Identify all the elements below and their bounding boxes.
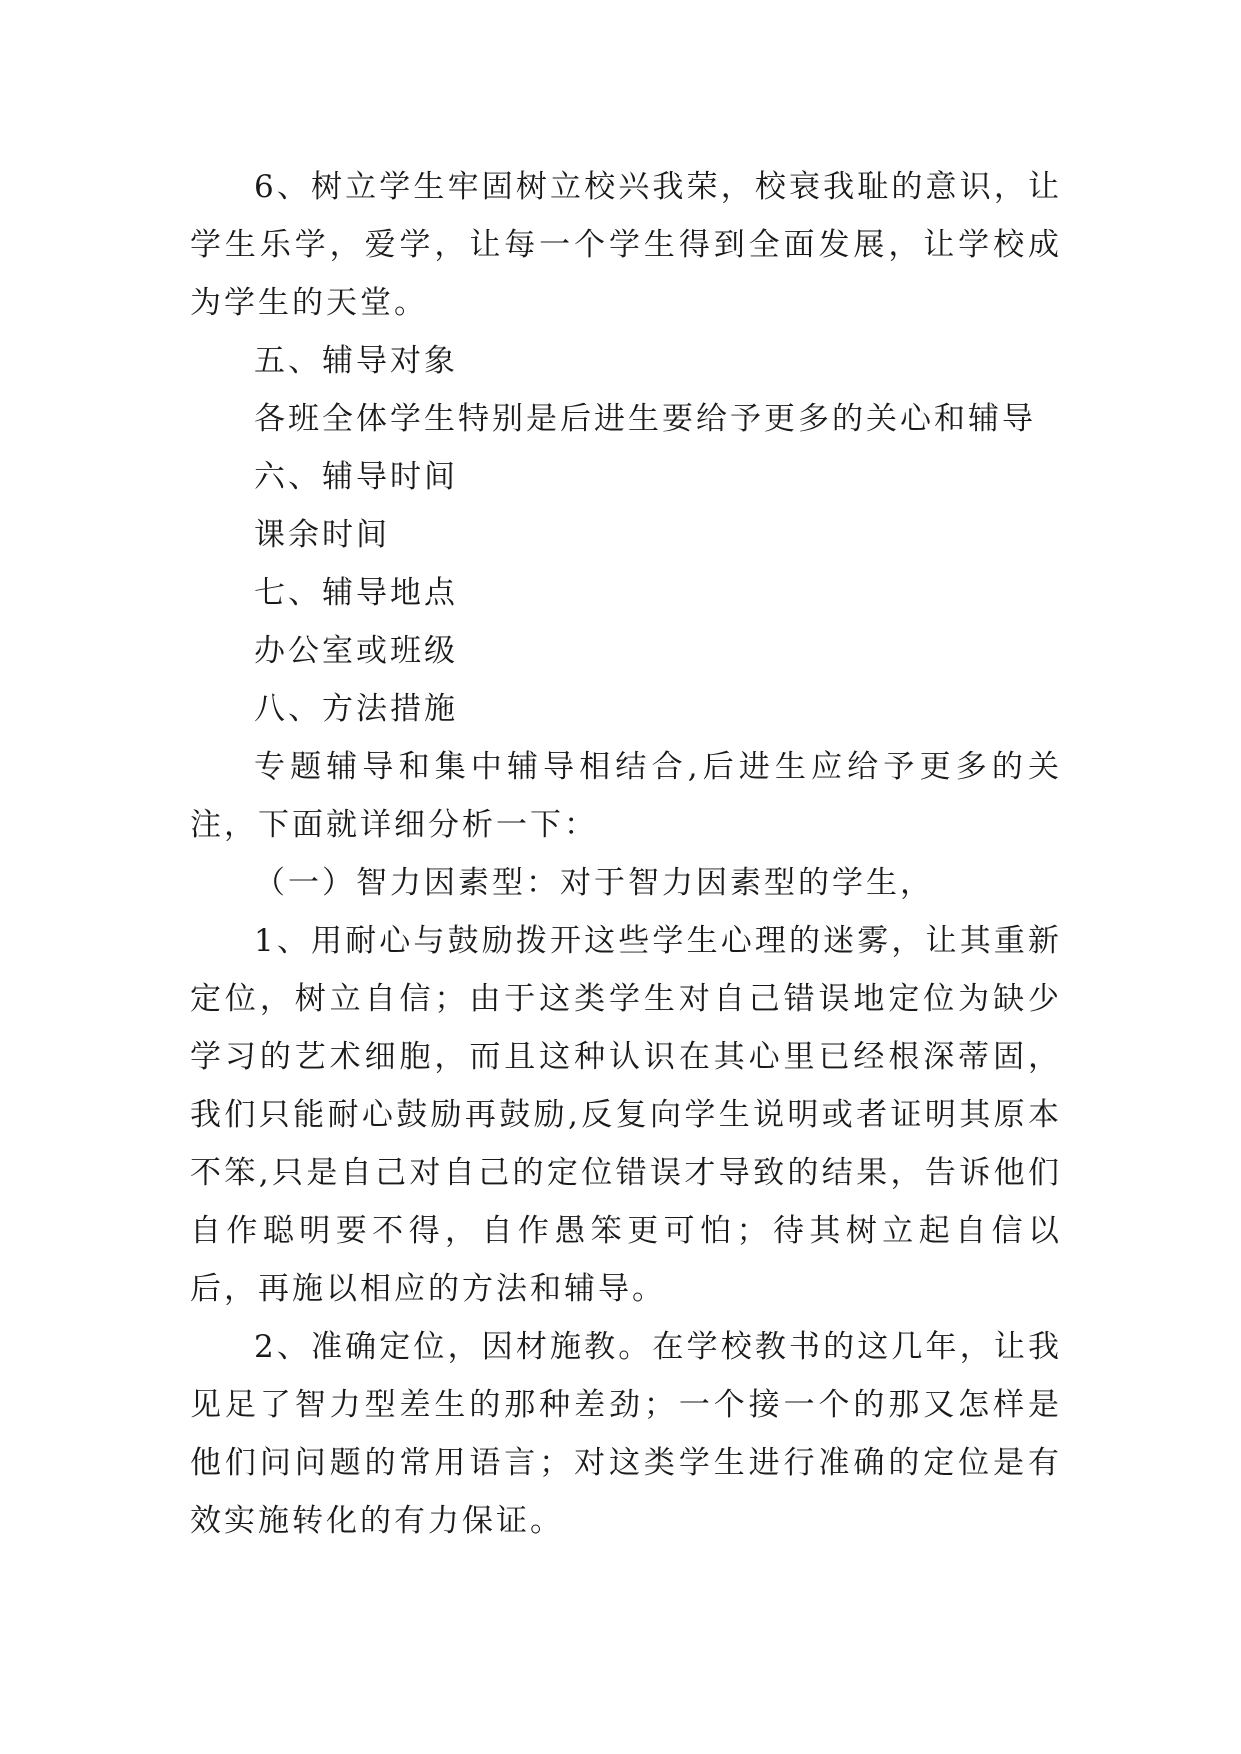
section-heading-methods: 八、方法措施 <box>254 691 458 727</box>
paragraph-counseling-location: 办公室或班级 <box>254 633 458 669</box>
section-heading-counseling-location: 七、辅导地点 <box>254 575 458 611</box>
section-heading-counseling-time: 六、辅导时间 <box>254 459 458 495</box>
paragraph-item-6: 6、树立学生牢固树立校兴我荣，校衰我耻的意识，让学生乐学，爱学，让每一个学生得到全面发展，让学校成为学生的天堂。 <box>190 169 1062 321</box>
subheading-intelligence-type: （一）智力因素型：对于智力因素型的学生， <box>254 865 934 901</box>
paragraph-counseling-targets: 各班全体学生特别是后进生要给予更多的关心和辅导 <box>254 401 1036 437</box>
section-heading-counseling-targets: 五、辅导对象 <box>254 343 458 379</box>
paragraph-method-2: 2、准确定位，因材施教。在学校教书的这几年，让我见足了智力型差生的那种差劲；一个接一个的那又怎样是他们问问题的常用语言；对这类学生进行准确的定位是有效实施转化的有力保证。 <box>190 1329 1062 1539</box>
paragraph-method-1: 1、用耐心与鼓励拨开这些学生心理的迷雾，让其重新定位，树立自信；由于这类学生对自己错误地定位为缺少学习的艺术细胞，而且这种认识在其心里已经根深蒂固，我们只能耐心鼓励再鼓励,反复向学生说明或者证明其原本不笨,只是自己对自己的定位错误才导致的结果，告诉他们自作聪明要不得，自作愚笨更可怕；待其树立起自信以后，再施以相应的方法和辅导。 <box>190 923 1062 1307</box>
paragraph-methods-intro: 专题辅导和集中辅导相结合,后进生应给予更多的关注，下面就详细分析一下： <box>190 749 1062 843</box>
document-body <box>190 158 1062 1550</box>
paragraph-counseling-time: 课余时间 <box>254 517 390 553</box>
